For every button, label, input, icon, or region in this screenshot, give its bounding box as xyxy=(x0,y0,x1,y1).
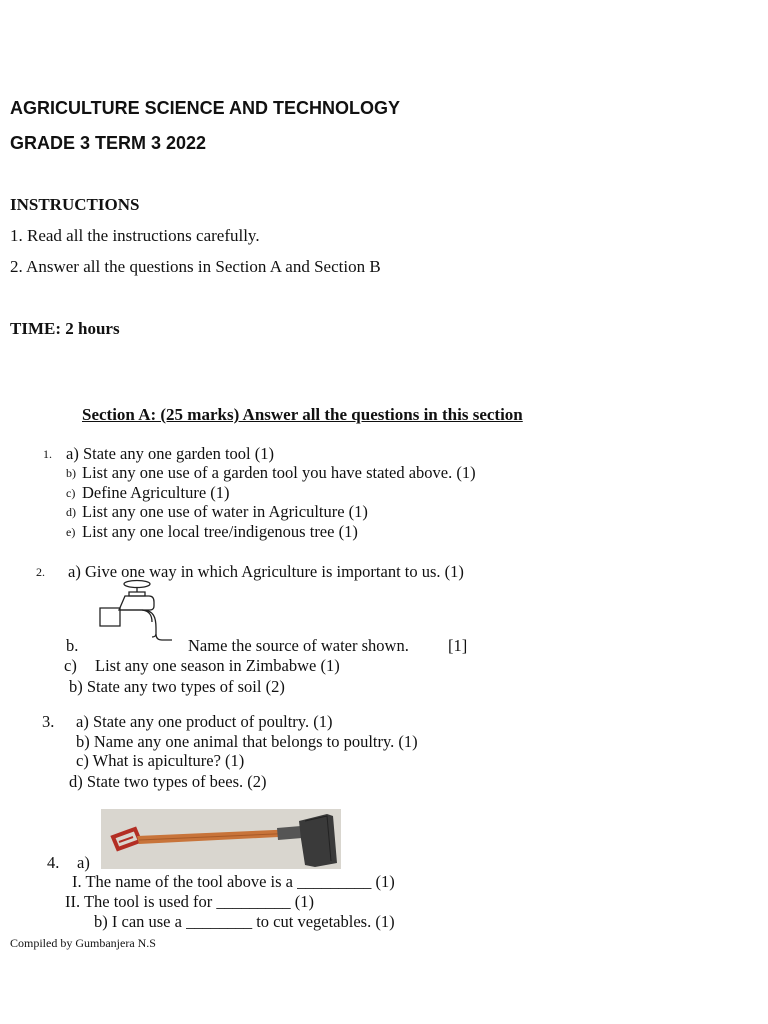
question-4-number: 4. xyxy=(47,853,60,872)
question-3d: d) State two types of bees. (2) xyxy=(69,772,267,791)
shovel-photo xyxy=(101,809,341,869)
question-1-number: 1. xyxy=(43,447,52,461)
question-1e: List any one local tree/indigenous tree (1) xyxy=(82,522,358,541)
instructions-heading: INSTRUCTIONS xyxy=(10,195,140,214)
question-1c: Define Agriculture (1) xyxy=(82,483,230,502)
question-3c: c) What is apiculture? (1) xyxy=(76,751,245,770)
question-1d: List any one use of water in Agriculture (1) xyxy=(82,502,368,521)
shovel-icon xyxy=(101,809,341,869)
time-allowed: TIME: 2 hours xyxy=(10,319,120,338)
question-2c-label: c) xyxy=(64,656,77,675)
question-2b: Name the source of water shown. xyxy=(188,636,409,655)
question-3a: a) State any one product of poultry. (1) xyxy=(76,712,333,731)
document-subtitle: GRADE 3 TERM 3 2022 xyxy=(10,133,207,153)
question-2-number: 2. xyxy=(36,565,45,579)
question-1b-label: b) xyxy=(66,466,76,480)
question-2d: b) State any two types of soil (2) xyxy=(69,677,285,696)
question-2c: List any one season in Zimbabwe (1) xyxy=(95,656,340,675)
question-2a: a) Give one way in which Agriculture is important to us. (1) xyxy=(68,562,464,581)
instruction-item-2: 2. Answer all the questions in Section A and Section B xyxy=(10,257,381,276)
question-4a-ii: II. The tool is used for _________ (1) xyxy=(65,892,314,911)
question-3b: b) Name any one animal that belongs to poultry. (1) xyxy=(76,732,418,751)
document-title: AGRICULTURE SCIENCE AND TECHNOLOGY xyxy=(10,98,401,118)
question-4b: b) I can use a ________ to cut vegetables. (1) xyxy=(94,912,395,931)
tap-icon xyxy=(96,578,176,646)
question-1e-label: e) xyxy=(66,525,76,539)
instruction-item-1: 1. Read all the instructions carefully. xyxy=(10,226,260,245)
question-1d-label: d) xyxy=(66,505,76,519)
question-2b-mark: [1] xyxy=(448,636,468,655)
question-2b-label: b. xyxy=(66,636,79,655)
question-1c-label: c) xyxy=(66,486,76,500)
question-1a: a) State any one garden tool (1) xyxy=(66,444,275,463)
question-4a: a) xyxy=(77,853,90,872)
question-1b: List any one use of a garden tool you have stated above. (1) xyxy=(82,463,476,482)
question-3-number: 3. xyxy=(42,712,55,731)
footer-compiler: Compiled by Gumbanjera N.S xyxy=(10,936,156,950)
question-4a-i: I. The name of the tool above is a _________ (1) xyxy=(72,872,395,891)
section-a-heading: Section A: (25 marks) Answer all the questions in this section xyxy=(82,405,523,424)
